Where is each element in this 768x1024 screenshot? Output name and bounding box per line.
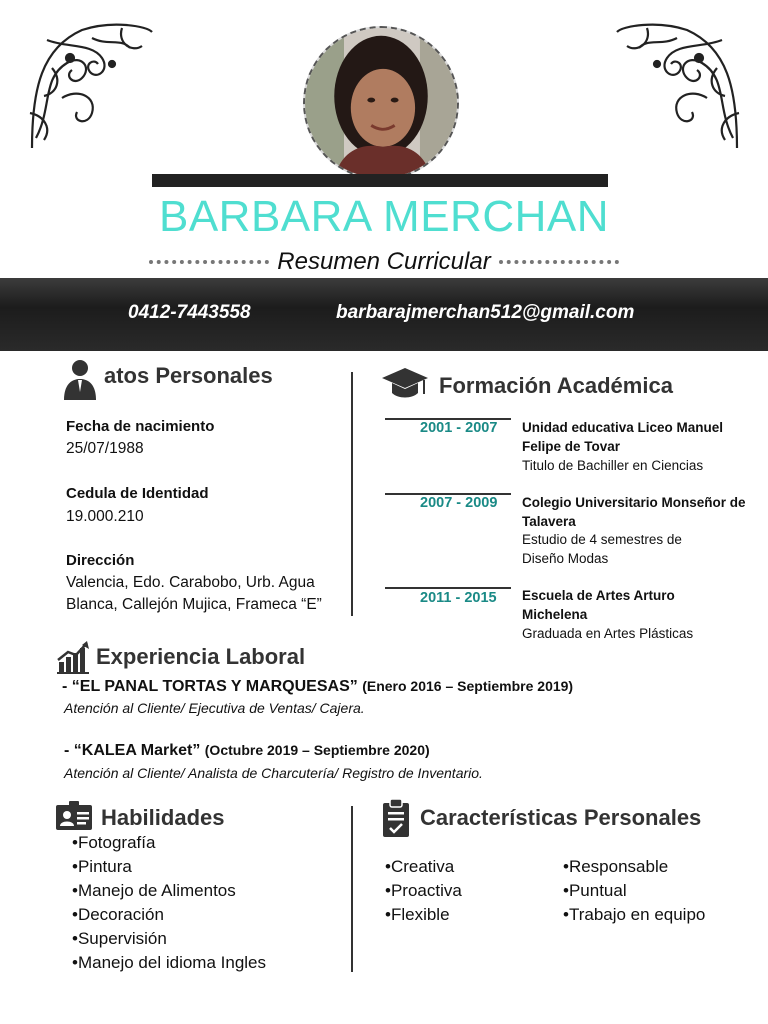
list-item: •Creativa (385, 857, 455, 876)
address-value-line1: Valencia, Edo. Carabobo, Urb. Agua (66, 574, 315, 591)
education-institution: Escuela de Artes Arturo Michelena (522, 588, 675, 622)
list-item: •Decoración (72, 905, 164, 924)
list-item: •Responsable (563, 857, 669, 876)
birthdate-value: 25/07/1988 (66, 440, 144, 457)
document-subtitle: Resumen Curricular (277, 248, 491, 275)
education-institution: Colegio Universitario Monseñor de Talavera (522, 495, 746, 529)
id-card-icon (55, 801, 93, 831)
birthdate-label: Fecha de nacimiento (66, 418, 215, 435)
experience-section-title: Experiencia Laboral (96, 644, 306, 669)
id-value: 19.000.210 (66, 508, 144, 525)
list-item: •Manejo de Alimentos (72, 881, 236, 900)
job-entry (64, 742, 430, 760)
corner-ornament-right-icon (612, 18, 747, 158)
timeline-line (385, 587, 511, 589)
list-item: •Pintura (72, 857, 132, 876)
list-item: •Supervisión (72, 929, 167, 948)
clipboard-icon (382, 798, 410, 838)
list-item: •Puntual (563, 881, 627, 900)
list-item: •Fotografía (72, 833, 156, 852)
id-label: Cedula de Identidad (66, 485, 209, 502)
job-period: (Octubre 2019 – Septiembre 2020) (204, 742, 430, 758)
traits-list-col2 (563, 855, 705, 927)
education-years: 2001 - 2007 (420, 420, 498, 436)
corner-ornament-left-icon (22, 18, 157, 158)
applicant-name: BARBARA MERCHAN (158, 192, 610, 241)
list-item: •Flexible (385, 905, 450, 924)
skills-list (72, 831, 266, 975)
column-divider (351, 372, 353, 616)
traits-list-col1 (385, 855, 462, 927)
skills-section-title: Habilidades (101, 805, 225, 830)
education-degree: Titulo de Bachiller en Ciencias (522, 458, 704, 473)
education-years: 2007 - 2009 (420, 495, 498, 511)
job-description: Atención al Cliente/ Analista de Charcutería/ Registro de Inventario. (64, 765, 483, 781)
education-degree: Graduada en Artes Plásticas (522, 626, 694, 641)
job-company: - “EL PANAL TORTAS Y MARQUESAS” (62, 678, 358, 695)
list-item: •Trabajo en equipo (563, 905, 706, 924)
job-entry (62, 678, 573, 696)
column-divider (351, 806, 353, 972)
phone-number: 0412-7443558 (128, 302, 251, 323)
profile-photo (303, 26, 459, 180)
job-description: Atención al Cliente/ Ejecutiva de Ventas/ Cajera. (64, 700, 365, 716)
education-institution: Unidad educativa Liceo Manuel Felipe de Tovar (522, 420, 724, 454)
header-bar (152, 174, 608, 187)
person-icon (62, 358, 98, 400)
dotted-divider (499, 260, 619, 264)
email-address: barbarajmerchan512@gmail.com (336, 302, 635, 323)
education-years: 2011 - 2015 (420, 590, 497, 606)
dotted-divider (149, 260, 269, 264)
list-item: •Manejo del idioma Ingles (72, 953, 267, 972)
growth-chart-icon (56, 640, 90, 674)
address-value-line2: Blanca, Callejón Mujica, Frameca “E” (66, 596, 322, 613)
job-company: - “KALEA Market” (64, 742, 201, 759)
subtitle-row (0, 248, 768, 276)
address-label: Dirección (66, 552, 135, 569)
education-degree: Estudio de 4 semestres de Diseño Modas (522, 532, 682, 566)
personal-section-title: atos Personales (104, 363, 273, 388)
list-item: •Proactiva (385, 881, 462, 900)
education-section-title: Formación Académica (439, 373, 673, 398)
graduation-cap-icon (380, 366, 430, 402)
job-period: (Enero 2016 – Septiembre 2019) (362, 678, 574, 694)
traits-section-title: Características Personales (420, 805, 702, 830)
